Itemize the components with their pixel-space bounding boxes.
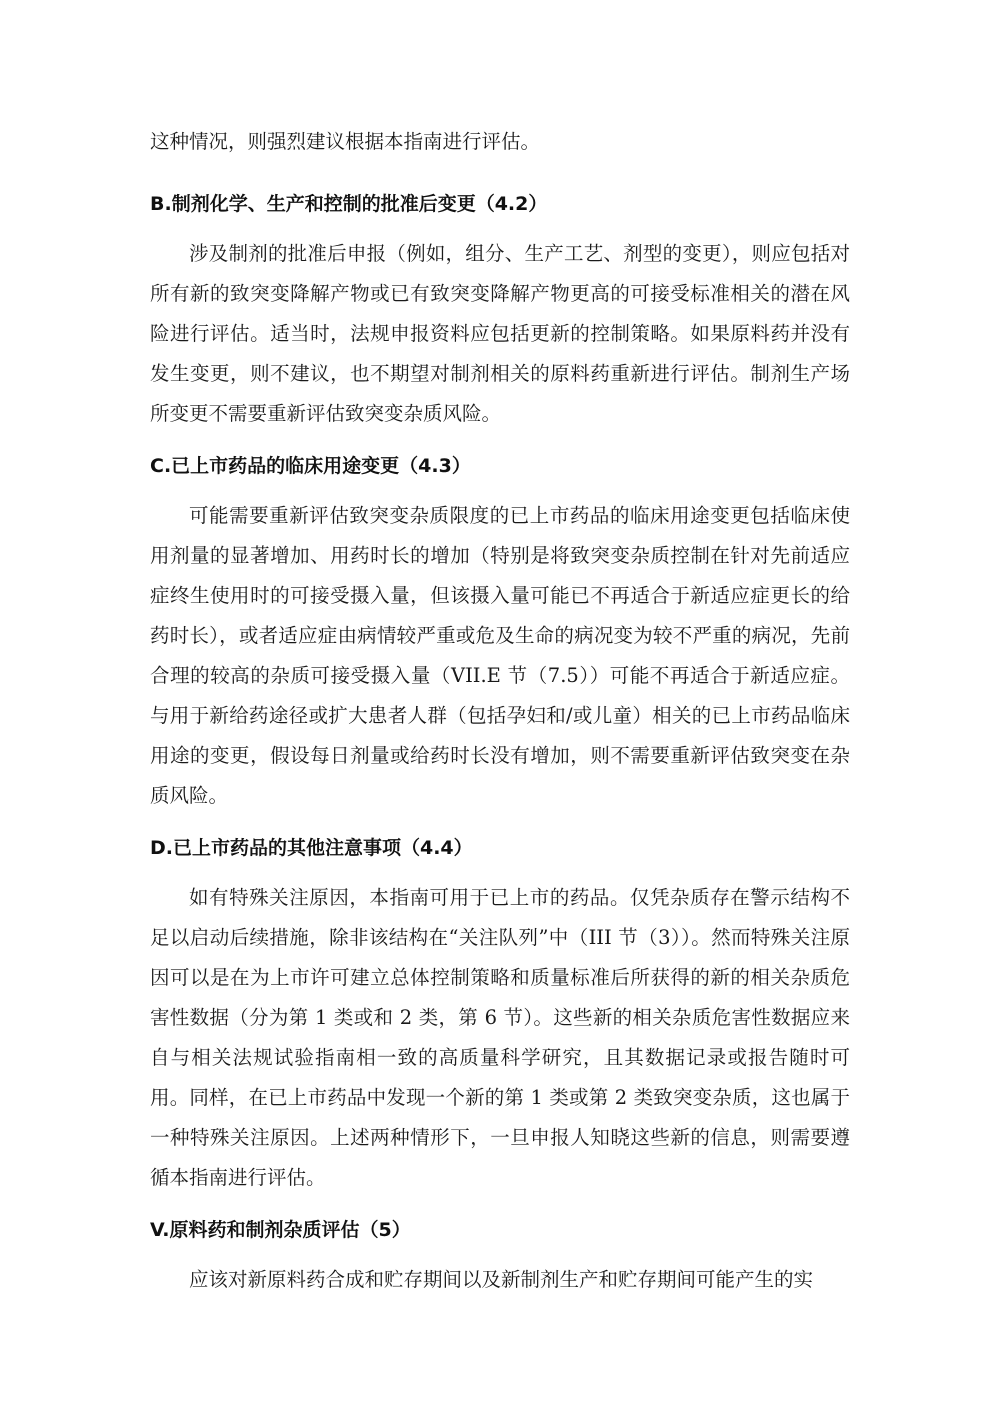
continued-paragraph: 这种情况，则强烈建议根据本指南进行评估。 bbox=[150, 130, 541, 153]
section-paragraph-c: 可能需要重新评估致突变杂质限度的已上市药品的临床用途变更包括临床使用剂量的显著增加、用药时长的增加（特别是将致突变杂质控制在针对先前适应症终生使用时的可接受摄入量，但该摄入量可能已不再适合于新适应症更长的给药时长），或者适应症由病情较严重或危及生命的病况变为较不严重的病况，先前合理的较高的杂质可接受摄入量（VII.E 节（7.5））可能不再适合于新适应症。与用于新给药途径或扩大患者人群（包括孕妇和/或儿童）相关的已上市药品临床用途的变更，假设每日剂量或给药时长没有增加，则不需要重新评估致突变在杂质风险。 bbox=[150, 504, 850, 807]
section-heading-d: D.已上市药品的其他注意事项（4.4） bbox=[150, 837, 473, 859]
section-paragraph-d: 如有特殊关注原因，本指南可用于已上市的药品。仅凭杂质存在警示结构不足以启动后续措施，除非该结构在“关注队列”中（III 节（3））。然而特殊关注原因可以是在为上市许可建立总体控制策略和质量标准后所获得的新的相关杂质危害性数据（分为第 1 类或和 2 类，第 6 节）。这些新的相关杂质危害性数据应来自与相关法规试验指南相一致的高质量科学研究，且其数据记录或报告随时可用。同样，在已上市药品中发现一个新的第 1 类或第 2 类致突变杂质，这也属于一种特殊关注原因。上述两种情形下，一旦申报人知晓这些新的信息，则需要遵循本指南进行评估。 bbox=[150, 886, 850, 1189]
section-heading-c: C.已上市药品的临床用途变更（4.3） bbox=[150, 455, 471, 477]
section-paragraph-b: 涉及制剂的批准后申报（例如，组分、生产工艺、剂型的变更），则应包括对所有新的致突变降解产物或已有致突变降解产物更高的可接受标准相关的潜在风险进行评估。适当时，法规申报资料应包括更新的控制策略。如果原料药并没有发生变更，则不建议，也不期望对制剂相关的原料药重新进行评估。制剂生产场所变更不需要重新评估致突变杂质风险。 bbox=[150, 242, 850, 425]
section-heading-v: V.原料药和制剂杂质评估（5） bbox=[150, 1219, 411, 1241]
section-paragraph-v: 应该对新原料药合成和贮存期间以及新制剂生产和贮存期间可能产生的实 bbox=[189, 1268, 814, 1291]
document-body bbox=[150, 122, 850, 1300]
section-heading-b: B.制剂化学、生产和控制的批准后变更（4.2） bbox=[150, 193, 548, 215]
